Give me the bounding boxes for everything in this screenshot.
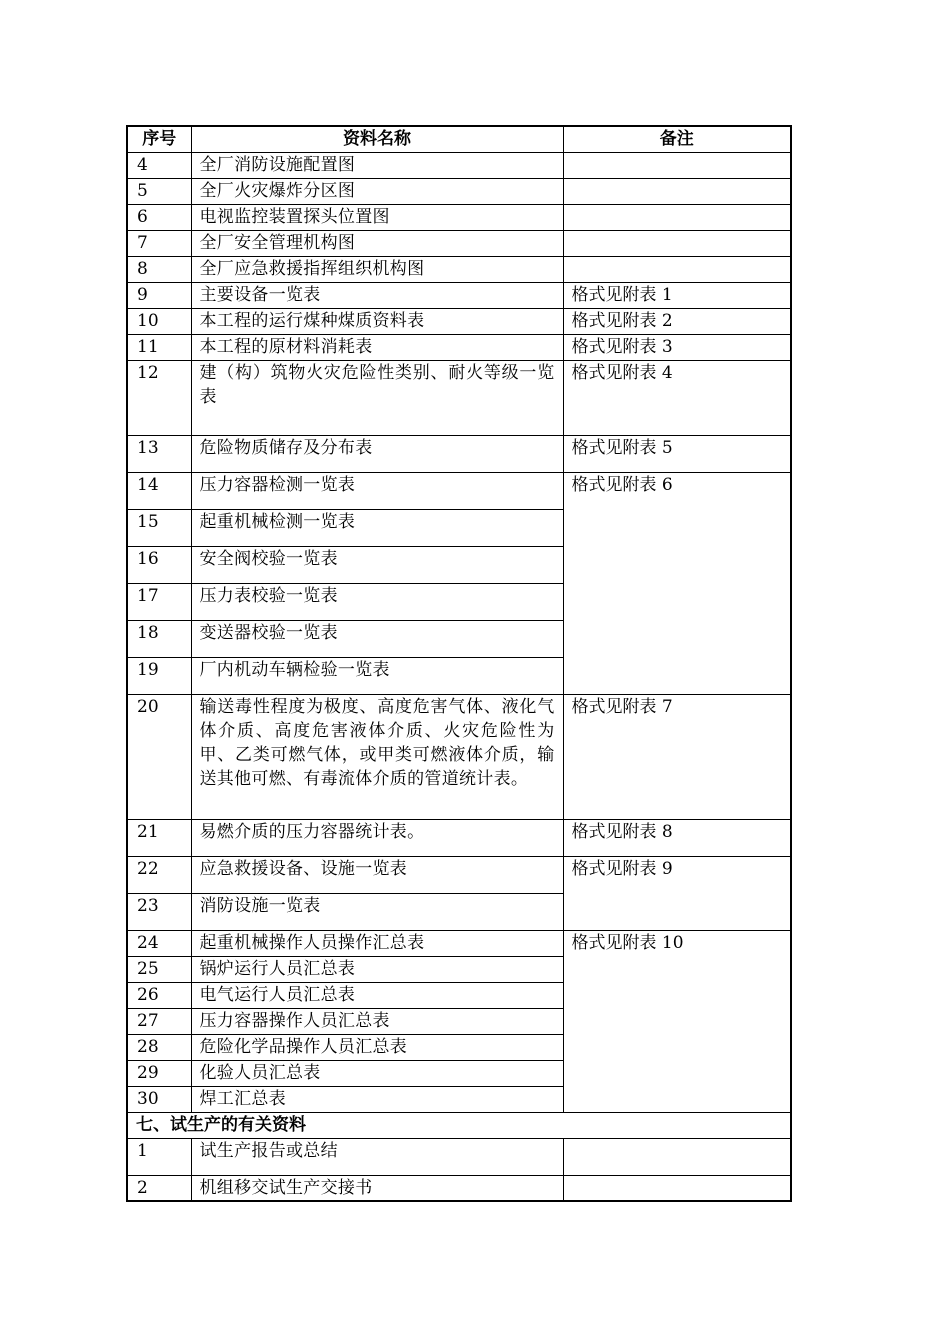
row-name: 化验人员汇总表 [191, 1060, 563, 1086]
table-row [127, 819, 791, 856]
row-name: 安全阀校验一览表 [191, 546, 563, 583]
row-number: 21 [127, 819, 191, 856]
row-name: 建（构）筑物火灾危险性类别、耐火等级一览表 [191, 360, 563, 435]
section-row [127, 1112, 791, 1138]
row-name: 输送毒性程度为极度、高度危害气体、液化气体介质、高度危害液体介质、火灾危险性为甲、乙类可燃气体，或甲类可燃液体介质，输送其他可燃、有毒流体介质的管道统计表。 [191, 694, 563, 819]
row-note [563, 1138, 791, 1175]
document-table [126, 125, 792, 1202]
table-row [127, 256, 791, 282]
row-number: 2 [127, 1175, 191, 1201]
row-name: 危险化学品操作人员汇总表 [191, 1034, 563, 1060]
row-number: 9 [127, 282, 191, 308]
row-name: 厂内机动车辆检验一览表 [191, 657, 563, 694]
table-row [127, 308, 791, 334]
row-note [563, 204, 791, 230]
row-name: 易燃介质的压力容器统计表。 [191, 819, 563, 856]
row-name: 危险物质储存及分布表 [191, 435, 563, 472]
row-note: 格式见附表 10 [563, 930, 791, 1112]
row-name: 电视监控装置探头位置图 [191, 204, 563, 230]
row-name: 变送器校验一览表 [191, 620, 563, 657]
table-row [127, 856, 791, 893]
table-row [127, 1175, 791, 1201]
table-row [127, 334, 791, 360]
row-number: 10 [127, 308, 191, 334]
row-note [563, 256, 791, 282]
row-note: 格式见附表 5 [563, 435, 791, 472]
row-number: 29 [127, 1060, 191, 1086]
table-row [127, 178, 791, 204]
table-row [127, 472, 791, 509]
row-name: 试生产报告或总结 [191, 1138, 563, 1175]
row-number: 8 [127, 256, 191, 282]
row-name: 起重机械检测一览表 [191, 509, 563, 546]
row-note: 格式见附表 1 [563, 282, 791, 308]
row-number: 28 [127, 1034, 191, 1060]
header-name: 资料名称 [191, 126, 563, 152]
row-number: 22 [127, 856, 191, 893]
row-number: 24 [127, 930, 191, 956]
row-note [563, 178, 791, 204]
table-row [127, 694, 791, 819]
table-row [127, 435, 791, 472]
row-number: 12 [127, 360, 191, 435]
row-note: 格式见附表 4 [563, 360, 791, 435]
table-row [127, 152, 791, 178]
row-note: 格式见附表 3 [563, 334, 791, 360]
section-title: 七、试生产的有关资料 [127, 1112, 791, 1138]
row-name: 压力容器检测一览表 [191, 472, 563, 509]
row-name: 消防设施一览表 [191, 893, 563, 930]
row-number: 26 [127, 982, 191, 1008]
row-number: 27 [127, 1008, 191, 1034]
row-name: 压力容器操作人员汇总表 [191, 1008, 563, 1034]
row-name: 全厂安全管理机构图 [191, 230, 563, 256]
row-number: 1 [127, 1138, 191, 1175]
row-note: 格式见附表 7 [563, 694, 791, 819]
row-name: 机组移交试生产交接书 [191, 1175, 563, 1201]
row-number: 7 [127, 230, 191, 256]
table-row [127, 930, 791, 956]
row-number: 17 [127, 583, 191, 620]
row-name: 电气运行人员汇总表 [191, 982, 563, 1008]
row-note [563, 230, 791, 256]
row-number: 11 [127, 334, 191, 360]
row-name: 锅炉运行人员汇总表 [191, 956, 563, 982]
row-note [563, 1175, 791, 1201]
row-name: 全厂应急救援指挥组织机构图 [191, 256, 563, 282]
header-note: 备注 [563, 126, 791, 152]
row-note: 格式见附表 9 [563, 856, 791, 930]
row-note [563, 152, 791, 178]
table-row [127, 204, 791, 230]
table-row [127, 230, 791, 256]
row-number: 19 [127, 657, 191, 694]
row-name: 全厂消防设施配置图 [191, 152, 563, 178]
row-number: 25 [127, 956, 191, 982]
row-name: 主要设备一览表 [191, 282, 563, 308]
row-name: 本工程的原材料消耗表 [191, 334, 563, 360]
header-number: 序号 [127, 126, 191, 152]
row-number: 20 [127, 694, 191, 819]
row-number: 15 [127, 509, 191, 546]
row-name: 起重机械操作人员操作汇总表 [191, 930, 563, 956]
row-name: 全厂火灾爆炸分区图 [191, 178, 563, 204]
row-name: 本工程的运行煤种煤质资料表 [191, 308, 563, 334]
table-row [127, 360, 791, 435]
row-name: 焊工汇总表 [191, 1086, 563, 1112]
row-number: 13 [127, 435, 191, 472]
row-note: 格式见附表 2 [563, 308, 791, 334]
row-number: 16 [127, 546, 191, 583]
row-number: 14 [127, 472, 191, 509]
row-note: 格式见附表 6 [563, 472, 791, 694]
table-header-row [127, 126, 791, 152]
row-number: 30 [127, 1086, 191, 1112]
row-name: 应急救援设备、设施一览表 [191, 856, 563, 893]
table-row [127, 282, 791, 308]
row-number: 6 [127, 204, 191, 230]
row-number: 5 [127, 178, 191, 204]
table-row [127, 1138, 791, 1175]
row-number: 23 [127, 893, 191, 930]
row-note: 格式见附表 8 [563, 819, 791, 856]
row-number: 4 [127, 152, 191, 178]
row-name: 压力表校验一览表 [191, 583, 563, 620]
row-number: 18 [127, 620, 191, 657]
